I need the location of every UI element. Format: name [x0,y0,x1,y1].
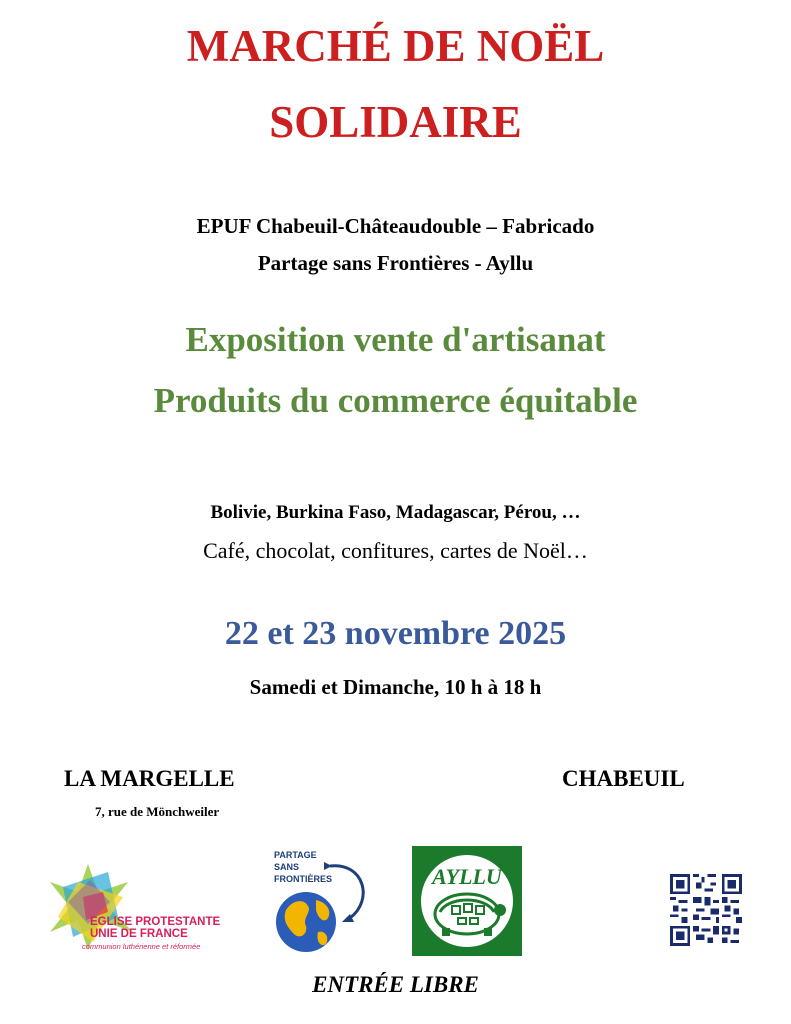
psf-logo [272,848,382,954]
title-line-2: SOLIDAIRE [269,97,522,147]
organizers-line-1: EPUF Chabeuil-Châteaudouble – Fabricado [196,214,595,238]
venue-address: 7, rue de Mönchweiler [95,804,220,819]
event-date: 22 et 23 novembre 2025 [224,615,567,652]
ayllu-logo-text: AYLLU [432,864,502,889]
headline-line-2: Produits du commerce équitable [153,381,638,420]
epuf-logo-line-3: communion luthérienne et réformée [82,942,201,951]
title-line-1: MARCHÉ DE NOËL [186,21,605,71]
globe-arrow-icon [272,848,382,954]
countries-text: Bolivie, Burkina Faso, Madagascar, Pérou, … [210,502,581,523]
products-text: Café, chocolat, confitures, cartes de Noël… [203,538,588,563]
ayllu-logo [412,846,522,956]
venue-town: CHABEUIL [562,766,685,791]
organizers-line-2: Partage sans Frontières - Ayllu [257,251,534,275]
ayllu-turtle-icon [412,846,522,956]
psf-logo-line-2: SANS [274,862,300,872]
qr-code-icon [670,874,742,946]
epuf-logo-line-2: UNIE DE FRANCE [90,928,188,940]
psf-logo-line-3: FRONTIÈRES [274,874,333,884]
opening-hours: Samedi et Dimanche, 10 h à 18 h [249,675,542,699]
headline-line-1: Exposition vente d'artisanat [185,320,606,359]
psf-logo-line-1: PARTAGE [274,850,317,860]
venue-name: LA MARGELLE [64,766,235,791]
epuf-logo [48,862,236,952]
entry-free: ENTRÉE LIBRE [312,972,479,997]
epuf-logo-line-1: EGLISE PROTESTANTE [90,916,221,928]
qr-code[interactable] [670,874,742,946]
